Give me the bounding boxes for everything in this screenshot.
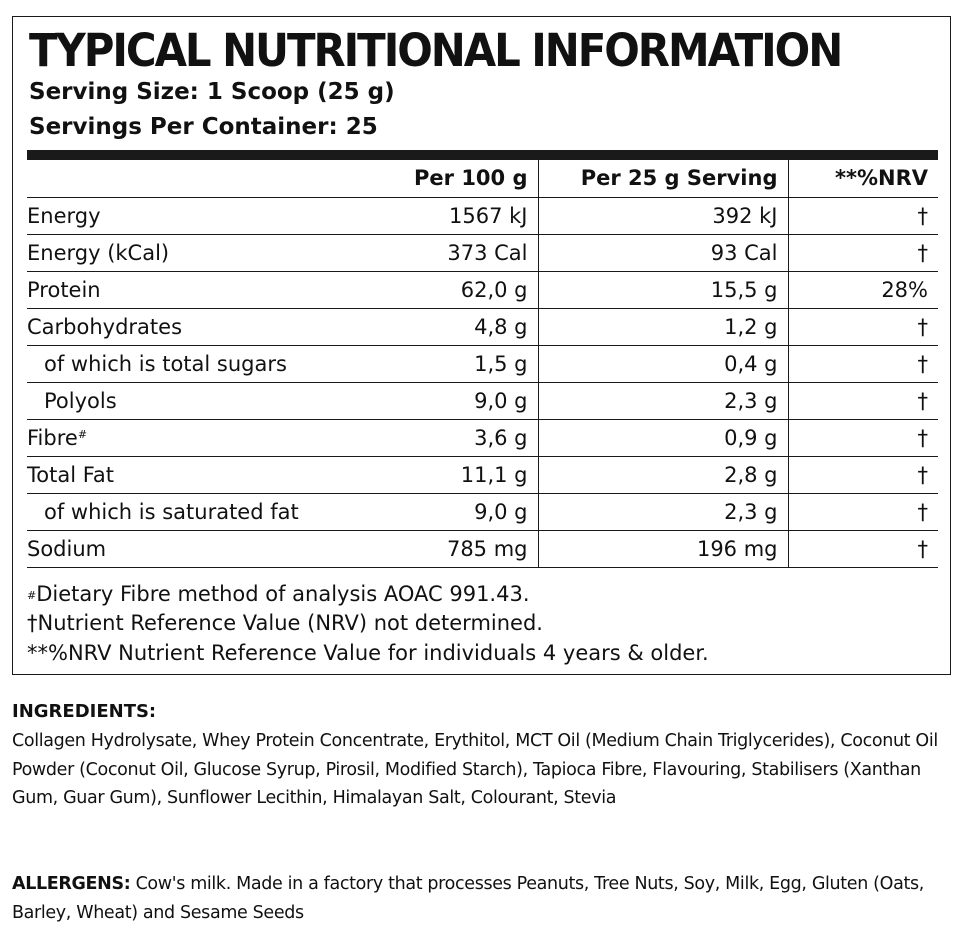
allergens-block	[12, 870, 957, 927]
per-serving-value: 2,3 g	[538, 382, 788, 419]
panel-title: TYPICAL NUTRITIONAL INFORMATION	[29, 24, 842, 77]
nrv-value: †	[788, 493, 938, 530]
col-per-serving-label: Per 25 g Serving	[580, 166, 778, 191]
nutrient-label: of which is total sugars	[44, 351, 287, 376]
per-100g-value: 3,6 g	[474, 425, 528, 450]
nutrition-table	[27, 160, 938, 568]
table-row	[27, 271, 938, 308]
nutrient-label: Sodium	[27, 536, 107, 561]
table-row	[27, 530, 938, 567]
nrv-value: †	[788, 197, 938, 234]
nutrient-label: Energy (kCal)	[27, 240, 170, 265]
per-serving-value: 392 kJ	[538, 197, 788, 234]
nrv-value: †	[788, 530, 938, 567]
per-100g-value: 785 mg	[446, 536, 528, 561]
nutrient-cell	[27, 456, 538, 493]
nrv-value: 28%	[788, 271, 938, 308]
table-header-row	[27, 160, 938, 197]
table-row	[27, 234, 938, 271]
thick-divider	[27, 150, 938, 160]
servings-per-container: Servings Per Container: 25	[29, 114, 378, 140]
nrv-value: †	[788, 345, 938, 382]
per-100g-value: 9,0 g	[474, 388, 528, 413]
footnote-nrv: **%NRV Nutrient Reference Value for individuals 4 years & older.	[27, 641, 709, 665]
nutrient-label-sup: #	[77, 427, 88, 441]
per-serving-value: 0,9 g	[538, 419, 788, 456]
col-nrv	[788, 160, 938, 197]
per-100g-value: 1567 kJ	[449, 203, 528, 228]
table-row	[27, 419, 938, 456]
nutrient-cell	[27, 419, 538, 456]
nrv-value: †	[788, 456, 938, 493]
per-serving-value: 196 mg	[538, 530, 788, 567]
nutrient-label: Carbohydrates	[27, 314, 183, 339]
col-per-100g-label: Per 100 g	[414, 166, 528, 191]
nutrient-label: Fibre	[27, 425, 78, 450]
nutrient-cell	[27, 308, 538, 345]
nutrient-cell	[27, 382, 538, 419]
serving-size: Serving Size: 1 Scoop (25 g)	[29, 79, 395, 105]
per-serving-value: 93 Cal	[538, 234, 788, 271]
nutrient-cell	[27, 197, 538, 234]
nrv-value: †	[788, 234, 938, 271]
table-row	[27, 382, 938, 419]
per-serving-value: 15,5 g	[538, 271, 788, 308]
per-serving-value: 0,4 g	[538, 345, 788, 382]
nutrient-label: Energy	[27, 203, 101, 228]
footnote-fibre-text: Dietary Fibre method of analysis AOAC 991.43.	[36, 582, 530, 606]
per-100g-value: 62,0 g	[460, 277, 528, 302]
per-100g-value: 9,0 g	[474, 499, 528, 524]
nutrient-label: Protein	[27, 277, 101, 302]
nutrient-cell	[27, 530, 538, 567]
ingredients-heading: INGREDIENTS:	[12, 701, 157, 722]
per-serving-value: 2,8 g	[538, 456, 788, 493]
table-row	[27, 197, 938, 234]
nutrient-cell	[27, 271, 538, 308]
col-nrv-label: **%NRV	[834, 166, 928, 191]
nutrient-label: Total Fat	[27, 462, 114, 487]
per-100g-value: 1,5 g	[474, 351, 528, 376]
per-100g-value: 4,8 g	[474, 314, 528, 339]
nutrient-cell	[27, 493, 538, 530]
col-per-serving	[538, 160, 788, 197]
table-row	[27, 456, 938, 493]
per-serving-value: 2,3 g	[538, 493, 788, 530]
allergens-heading: ALLERGENS:	[12, 874, 131, 894]
nutrient-cell	[27, 234, 538, 271]
nutrition-panel	[12, 16, 951, 675]
nrv-value: †	[788, 382, 938, 419]
col-per-100g	[27, 160, 538, 197]
nutrient-cell	[27, 345, 538, 382]
table-row	[27, 308, 938, 345]
nrv-value: †	[788, 308, 938, 345]
per-100g-value: 373 Cal	[447, 240, 528, 265]
nrv-value: †	[788, 419, 938, 456]
per-100g-value: 11,1 g	[460, 462, 528, 487]
footnote-fibre	[27, 579, 530, 609]
footnote-nrv-not-determined: †Nutrient Reference Value (NRV) not determined.	[27, 611, 543, 635]
table-row	[27, 345, 938, 382]
nutrient-label: of which is saturated fat	[44, 499, 299, 524]
ingredients-text: Collagen Hydrolysate, Whey Protein Concentrate, Erythitol, MCT Oil (Medium Chain Triglycerides), Coconut Oil Powder (Coconut Oil, Glucose Syrup, Pirosil, Modified Starch), Tapioca Fibre, Flavouring, Stabilisers (Xanthan Gum, Guar Gum), Sunflower Lecithin, Himalayan Salt, Colourant, Stevia	[12, 731, 938, 808]
table-row	[27, 493, 938, 530]
footnote-fibre-mark: #	[27, 589, 37, 602]
per-serving-value: 1,2 g	[538, 308, 788, 345]
allergens-text: Cow's milk. Made in a factory that processes Peanuts, Tree Nuts, Soy, Milk, Egg, Gluten (Oats, Barley, Wheat) and Sesame Seeds	[12, 874, 924, 923]
nutrient-label: Polyols	[44, 388, 117, 413]
